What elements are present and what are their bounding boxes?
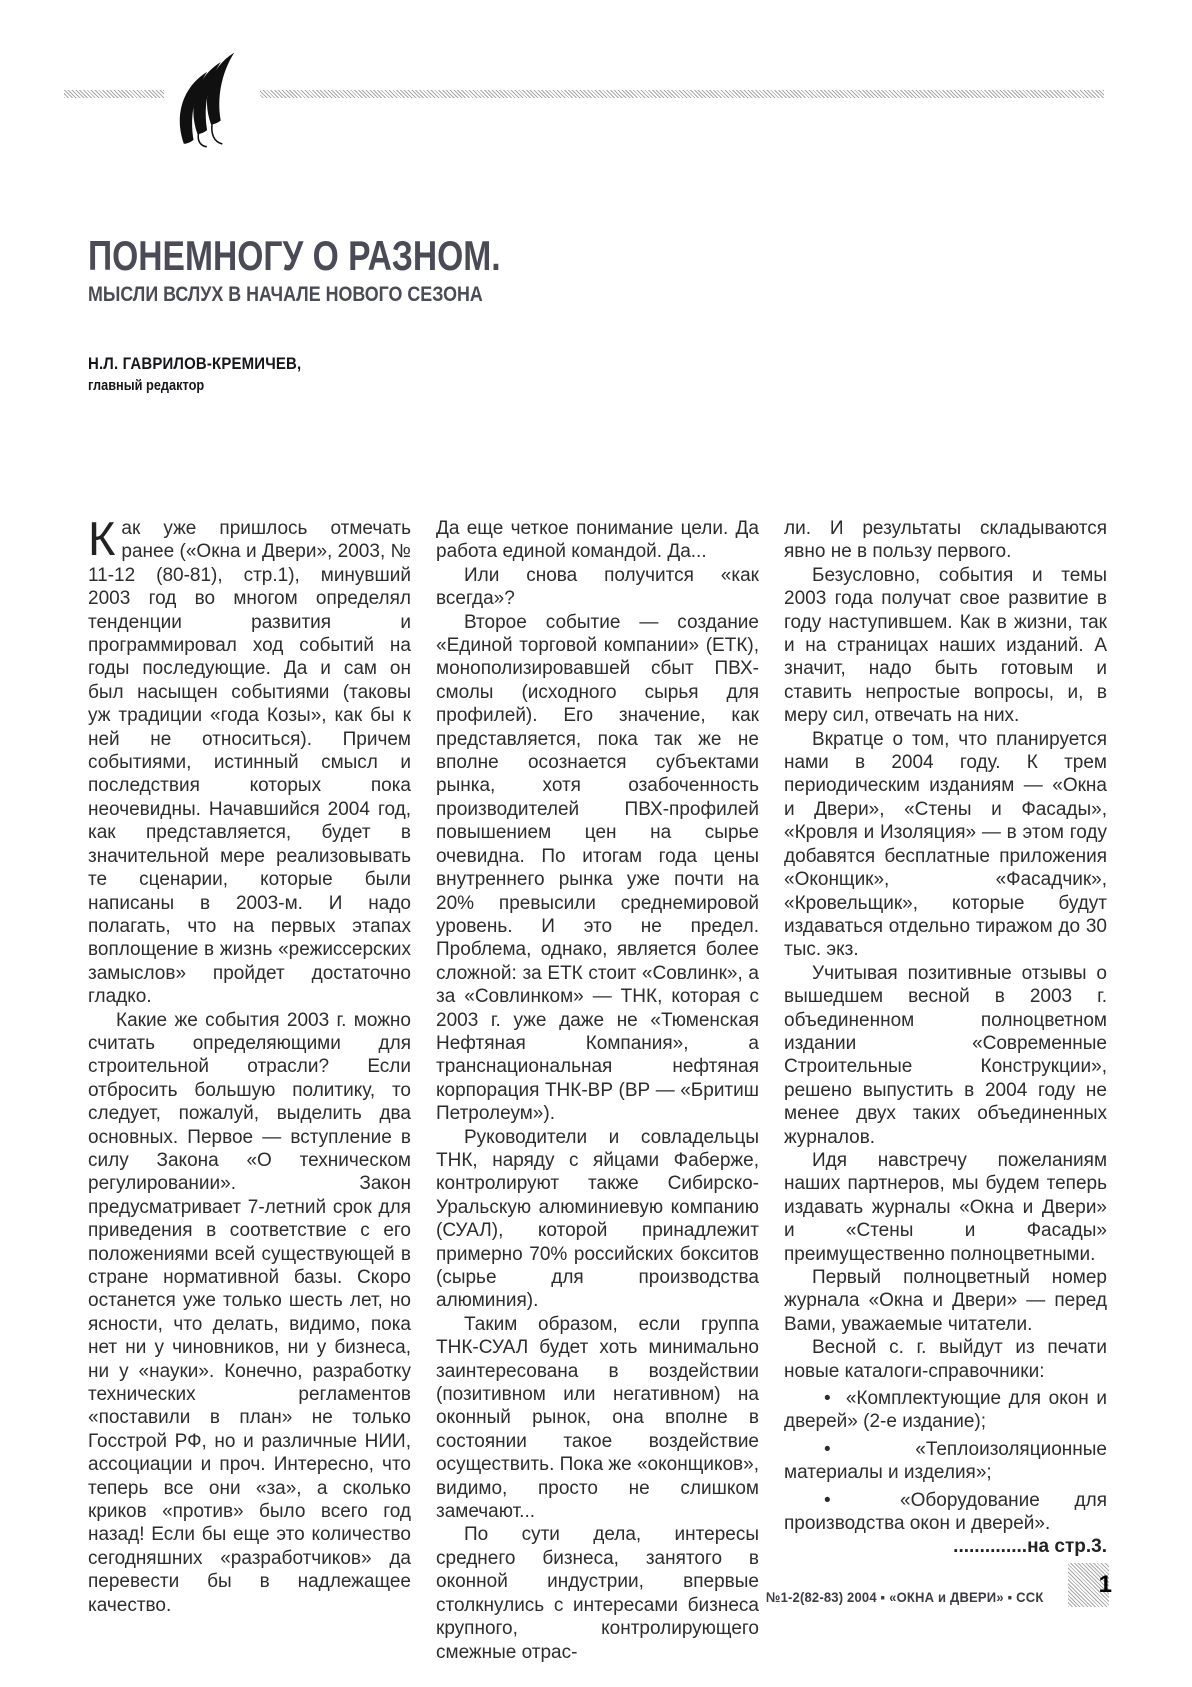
text-column-1 <box>88 512 411 1664</box>
page-number: 1 <box>1098 1571 1112 1598</box>
jump-line: ..............на стр.3. <box>953 1536 1107 1558</box>
paragraph: ли. И результаты складываются явно не в пользу первого. <box>784 518 1107 563</box>
paragraph: По сути дела, интересы среднего бизнеса, занятого в оконной индустрии, впервые столкнулись с интересами бизнеса крупного, контролирующего смежные отрас- <box>436 1524 759 1663</box>
page-title <box>88 234 604 278</box>
paragraph <box>88 512 411 1009</box>
bullet-item: • «Оборудование для производства окон и дверей». <box>784 1489 1107 1535</box>
footer-issue-text: №1-2(82-83) 2004 ▪ «ОКНА и ДВЕРИ» ▪ ССК <box>765 1589 1043 1605</box>
author-name-text: Н.Л. ГАВРИЛОВ-КРЕМИЧЕВ, <box>88 354 302 373</box>
article-subtitle-text: МЫСЛИ ВСЛУХ В НАЧАЛЕ НОВОГО СЕЗОНА <box>88 283 483 306</box>
masthead-logo <box>164 52 260 154</box>
author-name <box>88 354 330 374</box>
article-header <box>88 234 604 307</box>
paragraph: Второе событие — создание «Единой торговой компании» (ЕТК), монополизировавшей сбыт ПВХ-смолы (исходного сырья для профилей). Его значение, как представляется, пока так же не вполне осознается субъектами рынка, хотя озабоченность производителей ПВХ-профилей повышением цен на сырье очевидна. По итогам года цены внутреннего рынка уже почти на 20% превысили среднемировой уровень. И это не предел. Проблема, однако, является более сложной: за ЕТК стоит «Совлинк», а за «Совлинком» — ТНК, которая с 2003 г. уже даже не «Тюменская Нефтяная Компания», а транснациональная нефтяная корпорация ТНК-ВР (ВР — «Бритиш Петролеум»). <box>436 611 759 1125</box>
footer-issue-line <box>745 1589 1044 1605</box>
paragraph: Да еще четкое понимание цели. Да работа единой командой. Да... <box>436 518 759 563</box>
author-role-text: главный редактор <box>88 378 205 394</box>
paragraph: Первый полноцветный номер журнала «Окна и Двери» — перед Вами, уважаемые читатели. <box>784 1267 1107 1335</box>
text-column-2 <box>436 517 759 1664</box>
bullet-item: • «Теплоизоляционные материалы и изделия»; <box>784 1438 1107 1484</box>
text-column-3 <box>784 517 1107 1664</box>
paragraph-text: ак уже пришлось отмечать ранее («Окна и Двери», 2003, № 11-12 (80-81), стр.1), минувший 2003 год во многом определял тенденции развития и программировал ход событий на годы последующие. Да и сам он был насыщен событиями (таковы уж традиции «года Козы», как бы к ней не относиться). Причем событиями, истинный смысл и последствия которых пока неочевидны. Начавшийся 2004 год, как представляется, будет в значительной мере реализовывать те сценарии, которые были написаны в 2003-м. И надо полагать, что на первых этапах воплощение в жизнь «режиссерских замыслов» пройдет достаточно гладко. <box>88 518 411 1008</box>
drop-cap: К <box>88 512 116 565</box>
paragraph: Какие же события 2003 г. можно считать определяющими для строительной отрасли? Если отбросить большую политику, то следует, пожалуй, выделить два основных. Первое — вступление в силу Закона «О техническом регулировании». Закон предусматривает 7-летний срок для приведения в соответствие с его положениями всей существующей в стране нормативной базы. Скоро останется уже только шесть лет, но ясности, что делать, видимо, пока нет ни у чиновников, ни у бизнеса, ни у «науки». Конечно, разработку технических регламентов «поставили в план» не только Госстрой РФ, но и различные НИИ, ассоциации и проч. Интересно, что теперь все они «за», а сколько криков «против» было всего год назад! Если бы еще это количество сегодняшних «разработчиков» да перевести бы в надлежащее качество. <box>88 1009 411 1616</box>
paragraph: Вкратце о том, что планируется нами в 2004 году. К трем периодическим изданиям — «Окна и Двери», «Стены и Фасады», «Кровля и Изоляция» — в этом году добавятся бесплатные приложения «Оконщик», «Фасадчик», «Кровельщик», которые будут издаваться отдельно тиражом до 30 тыс. экз. <box>784 728 1107 961</box>
paragraph: Учитывая позитивные отзывы о вышедшем весной в 2003 г. объединенном полноцветном издании «Современные Строительные Конструкции», решено выпустить в 2004 году не менее двух таких объединенных журналов. <box>784 962 1107 1148</box>
article-body <box>88 512 1107 1664</box>
paragraph: Весной с. г. выйдут из печати новые каталоги-справочники: <box>784 1337 1107 1382</box>
bullet-item: • «Комплектующие для окон и дверей» (2-е издание); <box>784 1388 1107 1433</box>
author-role <box>88 378 330 394</box>
feathers-logo-icon <box>178 52 246 152</box>
page-title-text: ПОНЕМНОГУ О РАЗНОМ. <box>88 232 501 279</box>
paragraph: Руководители и совладельцы ТНК, наряду с яйцами Фаберже, контролируют также Сибирско-Уральскую алюминиевую компанию (СУАЛ), которой принадлежит примерно 70% российских бокситов (сырье для производства алюминия). <box>436 1126 759 1312</box>
paragraph: Или снова получится «как всегда»? <box>436 564 759 610</box>
paragraph: Таким образом, если группа ТНК-СУАЛ будет хоть минимально заинтересована в воздействии (позитивном или негативном) на оконный рынок, она вполне в состоянии такое воздействие осуществить. Пока же «оконщиков», видимо, просто не слишком замечают... <box>436 1313 759 1523</box>
paragraph: Безусловно, события и темы 2003 года получат свое развитие в году наступившем. Как в жизни, так и на страницах наших изданий. А значит, надо быть готовым и ставить непростые вопросы, и, в меру сил, отвечать на них. <box>784 564 1107 727</box>
paragraph: Идя навстречу пожеланиям наших партнеров, мы будем теперь издавать журналы «Окна и Двери» и «Стены и Фасады» преимущественно полноцветными. <box>784 1149 1107 1265</box>
article-subtitle <box>88 283 604 307</box>
author-block <box>88 354 330 394</box>
page-number-box <box>1068 1563 1112 1607</box>
